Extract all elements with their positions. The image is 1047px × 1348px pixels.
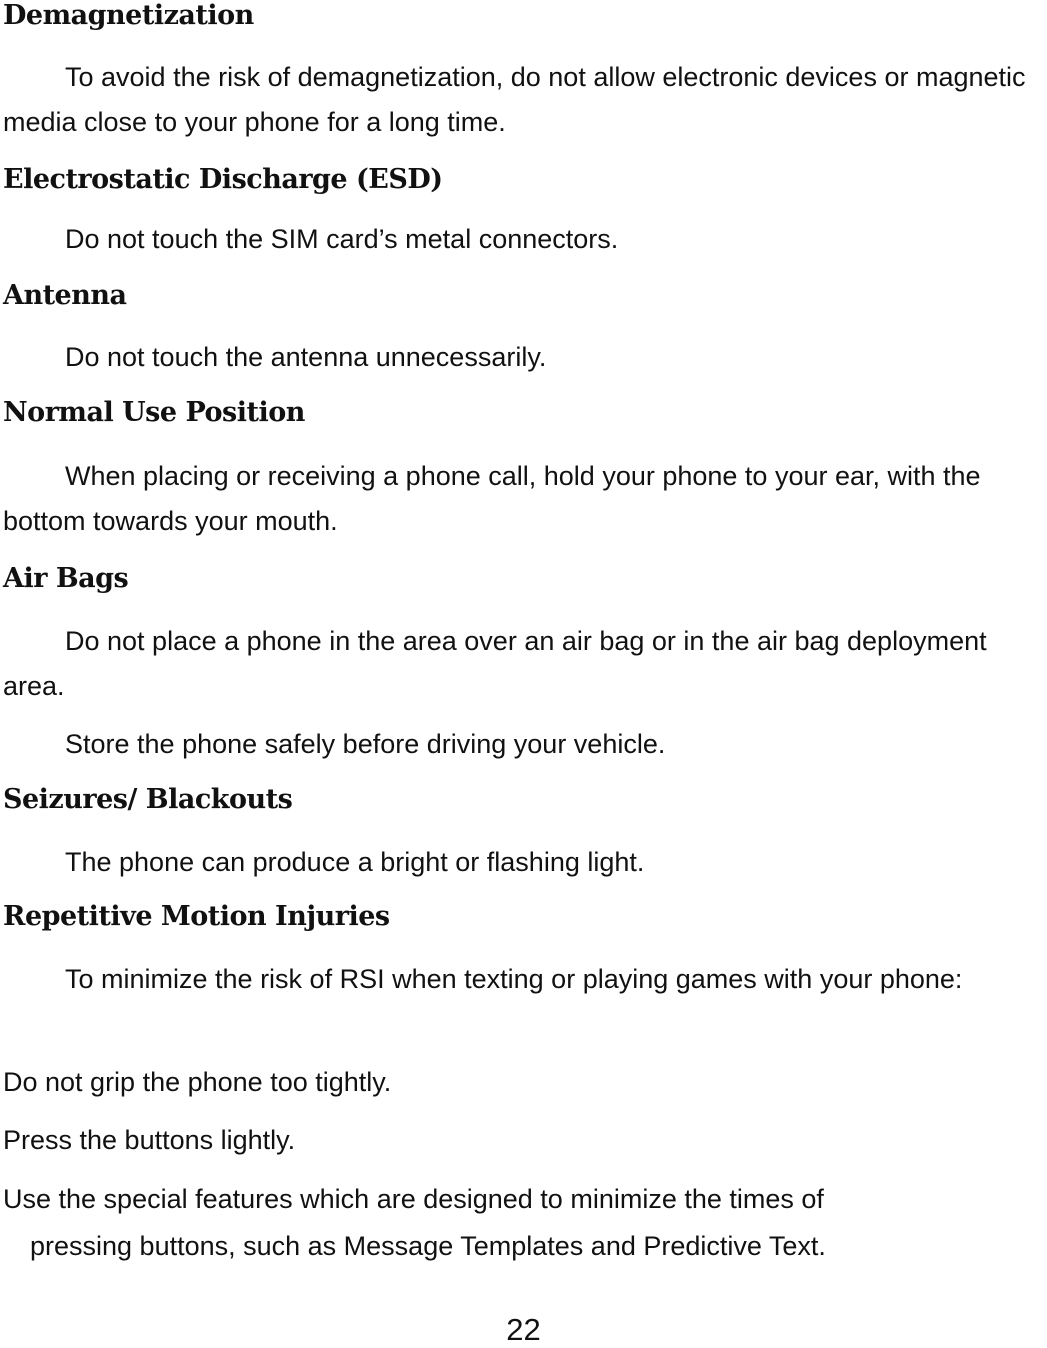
paragraph-antenna: Do not touch the antenna unnecessarily. bbox=[65, 342, 547, 372]
paragraph-repetitive-motion-injuries: To minimize the risk of RSI when texting or playing games with your phone: bbox=[65, 964, 963, 994]
heading-esd: Electrostatic Discharge (ESD) bbox=[3, 164, 443, 195]
paragraph-air-bags-store: Store the phone safely before driving your vehicle. bbox=[65, 729, 666, 759]
paragraph-air-bags: Do not place a phone in the area over an air bag or in the air bag deployment area. bbox=[3, 626, 987, 701]
paragraph-seizures-blackouts: The phone can produce a bright or flashing light. bbox=[65, 847, 645, 877]
list-item-continuation: pressing buttons, such as Message Templates and Predictive Text. bbox=[30, 1231, 826, 1261]
heading-demagnetization: Demagnetization bbox=[3, 0, 254, 31]
page-number: 22 bbox=[506, 1312, 541, 1347]
heading-repetitive-motion-injuries: Repetitive Motion Injuries bbox=[3, 901, 390, 932]
list-item: Press the buttons lightly. bbox=[3, 1125, 296, 1155]
paragraph-normal-use-position: When placing or receiving a phone call, hold your phone to your ear, with the bottom towards your mouth. bbox=[3, 461, 981, 536]
heading-seizures-blackouts: Seizures/ Blackouts bbox=[3, 784, 293, 815]
list-item: Do not grip the phone too tightly. bbox=[3, 1067, 392, 1097]
list-item: Use the special features which are designed to minimize the times of bbox=[3, 1184, 824, 1214]
paragraph-esd: Do not touch the SIM card’s metal connectors. bbox=[65, 224, 619, 254]
paragraph-demagnetization: To avoid the risk of demagnetization, do not allow electronic devices or magnetic media close to your phone for a long time. bbox=[3, 62, 1026, 137]
heading-air-bags: Air Bags bbox=[3, 563, 129, 594]
heading-normal-use-position: Normal Use Position bbox=[3, 397, 305, 428]
heading-antenna: Antenna bbox=[3, 280, 127, 311]
